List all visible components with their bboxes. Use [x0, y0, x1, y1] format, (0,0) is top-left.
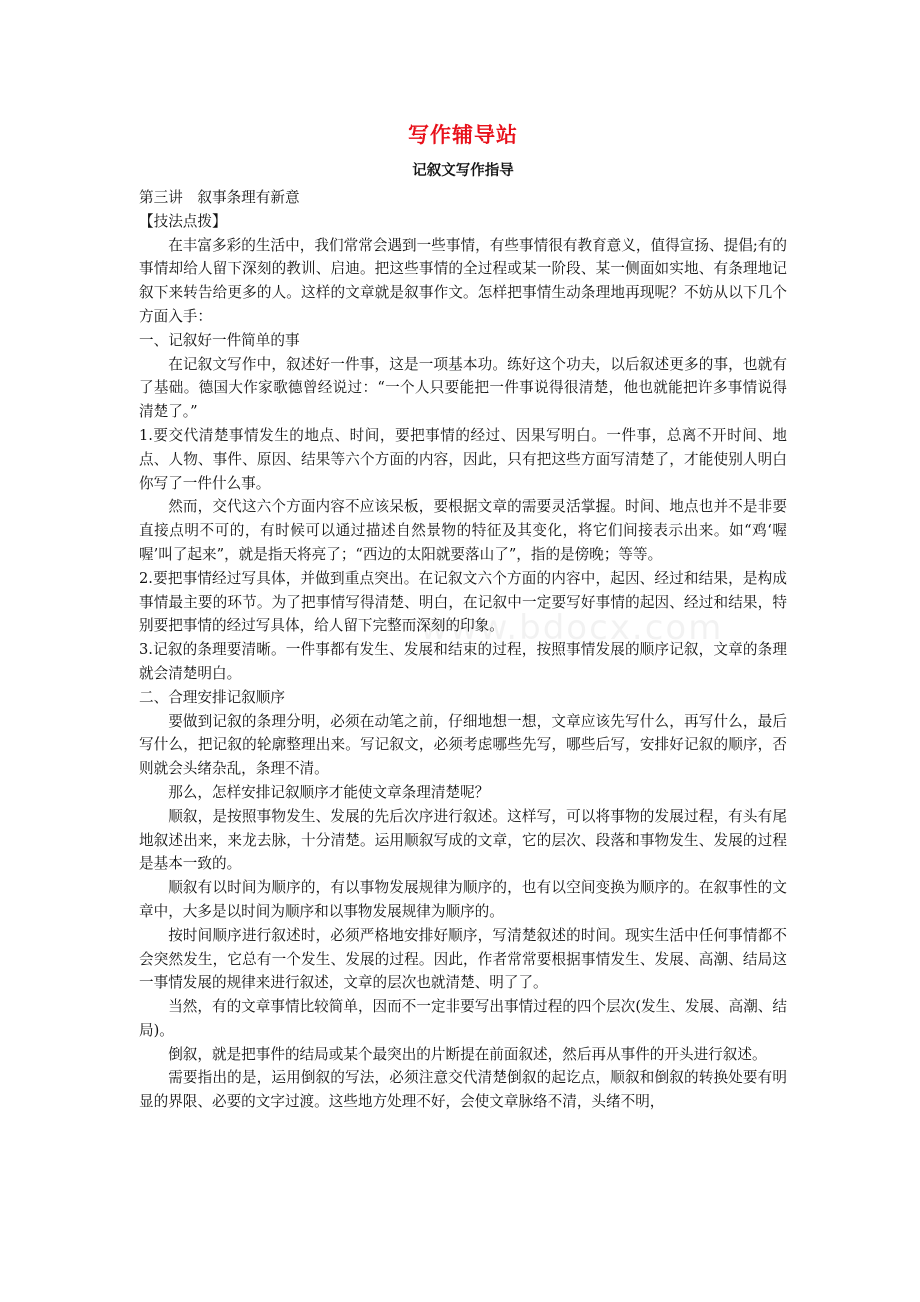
document-title: 写作辅导站 — [408, 123, 518, 147]
section-heading: 二、合理安排记叙顺序 — [139, 688, 285, 706]
paragraph: 倒叙，就是把事件的结局或某个最突出的片断提在前面叙述，然后再从事件的开头进行叙述。 — [168, 1045, 767, 1063]
section-label: 【技法点拨】 — [139, 212, 227, 230]
paragraph: 按时间顺序进行叙述时，必须严格地安排好顺序，写清楚叙述的时间。现实生活中任何事情都不会突然发生，它总有一个发生、发展的过程。因此，作者常常要根据事情发生、发展、高潮、结局这一事情发展的规律来进行叙述，文章的层次也就清楚、明了了。 — [139, 926, 787, 992]
watermark: www.bdocx.com — [420, 608, 724, 648]
paragraph: 要做到记叙的条理分明，必须在动笔之前，仔细地想一想，文章应该先写什么，再写什么，最后写什么，把记叙的轮廓整理出来。写记叙文，必须考虑哪些先写，哪些后写，安排好记叙的顺序，否则就会头绪杂乱，条理不清。 — [139, 712, 787, 778]
lecture-heading: 第三讲 叙事条理有新意 — [139, 189, 300, 206]
document-body — [139, 186, 787, 1114]
paragraph: 当然，有的文章事情比较简单，因而不一定非要写出事情过程的四个层次(发生、发展、高潮、结局)。 — [139, 998, 787, 1039]
numbered-paragraph: 3.记叙的条理要清晰。一件事都有发生、发展和结束的过程，按照事情发展的顺序记叙，文章的条理就会清楚明白。 — [139, 641, 787, 682]
document-subtitle: 记叙文写作指导 — [412, 163, 514, 179]
document-content — [139, 118, 787, 1114]
paragraph: 顺叙有以时间为顺序的，有以事物发展规律为顺序的，也有以空间变换为顺序的。在叙事性的文章中，大多是以时间为顺序和以事物发展规律为顺序的。 — [139, 879, 787, 920]
paragraph: 那么，怎样安排记叙顺序才能使文章条理清楚呢？ — [168, 783, 490, 801]
section-heading: 一、记叙好一件简单的事 — [139, 331, 300, 349]
numbered-paragraph: 2.要把事情经过写具体，并做到重点突出。在记叙文六个方面的内容中，起因、经过和结果，是构成事情最主要的环节。为了把事情写得清楚、明白，在记叙中一定要写好事情的起因、经过和结果，特别要把事情的经过写具体，给人留下完整而深刻的印象。 — [139, 569, 787, 635]
paragraph: 在记叙文写作中，叙述好一件事，这是一项基本功。练好这个功夫，以后叙述更多的事，也就有了基础。德国大作家歌德曾经说过：“一个人只要能把一件事说得很清楚，他也就能把许多事情说得清楚了。” — [139, 355, 787, 421]
paragraph: 然而，交代这六个方面内容不应该呆板，要根据文章的需要灵活掌握。时间、地点也并不是非要直接点明不可的，有时候可以通过描述自然景物的特征及其变化，将它们间接表示出来。如“鸡‘喔喔’叫了起来”，就是指天将亮了；“西边的太阳就要落山了”，指的是傍晚；等等。 — [139, 498, 787, 563]
paragraph: 在丰富多彩的生活中，我们常常会遇到一些事情，有些事情很有教育意义，值得宣扬、提倡;有的事情却给人留下深刻的教训、启迪。把这些事情的全过程或某一阶段、某一侧面如实地、有条理地记叙下来转告给更多的人。这样的文章就是叙事作文。怎样把事情生动条理地再现呢？不妨从以下几个方面入手： — [139, 236, 787, 325]
paragraph: 需要指出的是，运用倒叙的写法，必须注意交代清楚倒叙的起讫点，顺叙和倒叙的转换处要有明显的界限、必要的文字过渡。这些地方处理不好，会使文章脉络不清，头绪不明， — [139, 1069, 787, 1111]
paragraph: 顺叙，是按照事物发生、发展的先后次序进行叙述。这样写，可以将事物的发展过程，有头有尾地叙述出来，来龙去脉，十分清楚。运用顺叙写成的文章，它的层次、段落和事物发生、发展的过程是基本一致的。 — [139, 807, 787, 873]
numbered-paragraph: 1.要交代清楚事情发生的地点、时间，要把事情的经过、因果写明白。一件事，总离不开时间、地点、人物、事件、原因、结果等六个方面的内容，因此，只有把这些方面写清楚了，才能使别人明白你写了一件什么事。 — [139, 426, 787, 492]
